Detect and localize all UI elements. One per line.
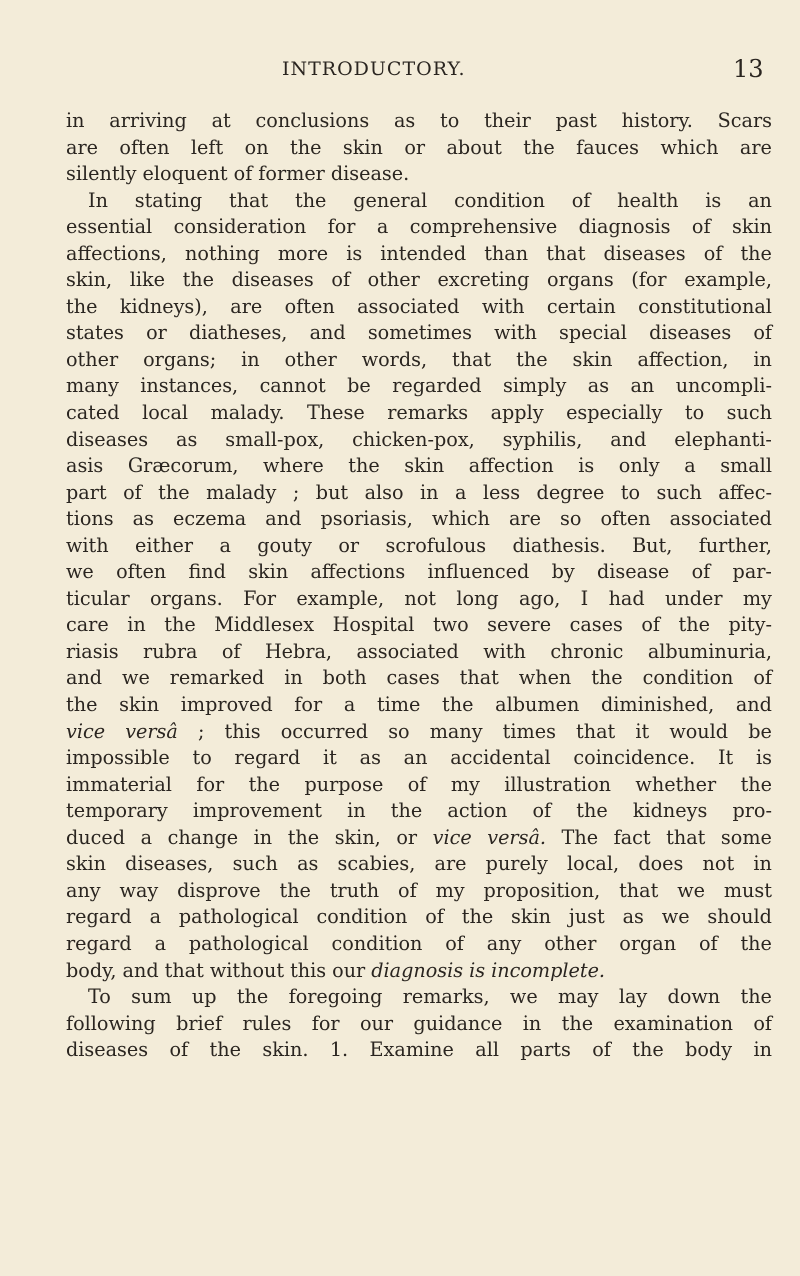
text-line: care in the Middlesex Hospital two severe cases of the pity- (66, 613, 772, 637)
text-line: cated local malady. These remarks apply especially to such (66, 401, 772, 425)
text-line: asis Græcorum, where the skin affection is only a small (66, 454, 772, 478)
text-line: in arriving at conclusions as to their past history. Scars (66, 109, 772, 132)
text-line: many instances, cannot be regarded simply as an uncompli- (66, 374, 772, 398)
text-line: following brief rules for our guidance in the examination of (66, 1011, 772, 1035)
text-line: the kidneys), are often associated with certain constitutional (66, 294, 772, 318)
text-line: impossible to regard it as an accidental coincidence. It is (66, 746, 772, 770)
text-line: states or diatheses, and sometimes with special diseases of (66, 321, 772, 345)
body-text (66, 108, 772, 1064)
text-line: body, and that without this our diagnosis is incomplete. (66, 958, 606, 982)
text-line: are often left on the skin or about the fauces which are (66, 135, 772, 159)
text-line: skin, like the diseases of other excreting organs (for example, (66, 268, 772, 292)
text-line: and we remarked in both cases that when the condition of (66, 666, 772, 690)
text-line: vice versâ ; this occurred so many times that it would be (66, 719, 772, 743)
text-line: other organs; in other words, that the skin affection, in (66, 347, 772, 371)
text-line: To sum up the foregoing remarks, we may lay down the (88, 985, 772, 1009)
text-line: diseases as small-pox, chicken-pox, syphilis, and elephanti- (66, 427, 772, 451)
page-number: 13 (733, 55, 764, 83)
text-line: part of the malady ; but also in a less degree to such affec- (66, 480, 772, 504)
text-line: any way disprove the truth of my proposition, that we must (66, 878, 772, 902)
text-line: ticular organs. For example, not long ago, I had under my (66, 586, 772, 610)
text-line: skin diseases, such as scabies, are purely local, does not in (66, 852, 772, 876)
text-line: regard a pathological condition of any other organ of the (66, 931, 772, 955)
running-head: INTRODUCTORY. (282, 58, 466, 80)
text-line: riasis rubra of Hebra, associated with chronic albuminuria, (66, 639, 772, 663)
text-line: we often find skin affections influenced by disease of par- (66, 560, 772, 584)
text-line: immaterial for the purpose of my illustration whether the (66, 772, 772, 796)
text-line: temporary improvement in the action of the kidneys pro- (66, 799, 772, 823)
text-line: tions as eczema and psoriasis, which are so often associated (66, 507, 772, 531)
text-line: with either a gouty or scrofulous diathesis. But, further, (66, 533, 772, 557)
text-line: diseases of the skin. 1. Examine all parts of the body in (66, 1038, 772, 1062)
text-line: affections, nothing more is intended than that diseases of the (66, 241, 772, 265)
text-line: In stating that the general condition of health is an (88, 188, 772, 212)
text-line: duced a change in the skin, or vice versâ. The fact that some (66, 825, 772, 849)
text-line: regard a pathological condition of the skin just as we should (66, 905, 772, 929)
text-line: the skin improved for a time the albumen diminished, and (66, 693, 772, 717)
text-line: essential consideration for a comprehensive diagnosis of skin (66, 215, 772, 239)
text-line: silently eloquent of former disease. (66, 162, 410, 186)
